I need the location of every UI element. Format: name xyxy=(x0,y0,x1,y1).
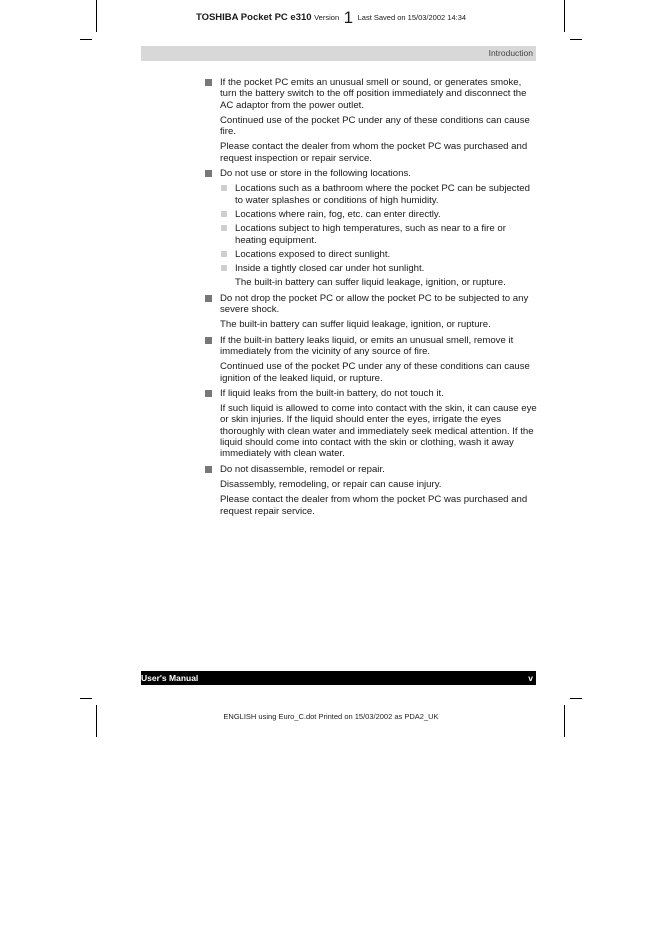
body-paragraph: The built-in battery can suffer liquid leakage, ignition, or rupture. xyxy=(235,277,506,289)
body-paragraph: Please contact the dealer from whom the pocket PC was purchased and request inspection or repair service. xyxy=(220,141,528,164)
bullet-item xyxy=(205,77,537,111)
body-paragraph: Continued use of the pocket PC under any of these conditions can cause fire. xyxy=(220,114,530,138)
product-name: TOSHIBA Pocket PC e310 xyxy=(195,12,312,23)
sub-bullet-item xyxy=(205,183,537,206)
last-saved: Last Saved on 15/03/2002 14:34 xyxy=(357,13,467,22)
section-title: Introduction xyxy=(488,48,533,58)
bullet-text: Locations where rain, fog, etc. can enter directly. xyxy=(235,208,441,220)
bullet-item xyxy=(205,464,537,475)
body-paragraph: Please contact the dealer from whom the pocket PC was purchased and request repair service. xyxy=(220,494,528,517)
bullet-text: If the pocket PC emits an unusual smell or sound, or generates smoke, turn the battery switch to the off position immediately and disconnect the AC adaptor from the power outlet. xyxy=(220,77,527,111)
bullet-text: Do not use or store in the following locations. xyxy=(220,168,411,180)
crop-mark xyxy=(564,705,565,737)
bullet-item xyxy=(205,388,537,399)
light-square-bullet-icon xyxy=(221,251,227,257)
version-label: Version xyxy=(314,13,340,22)
crop-mark xyxy=(80,39,92,40)
crop-mark xyxy=(96,705,97,737)
bullet-item xyxy=(205,335,537,358)
sub-bullet-item xyxy=(205,263,537,274)
document-header xyxy=(0,8,662,28)
section-header-bar xyxy=(141,46,536,61)
page-number: v xyxy=(528,673,533,683)
bullet-text: If liquid leaks from the built-in battery, do not touch it. xyxy=(220,387,444,399)
bullet-text: Locations subject to high temperatures, such as near to a fire or heating equipment. xyxy=(235,223,506,246)
manual-title: User's Manual xyxy=(141,673,199,683)
safety-content xyxy=(205,77,537,521)
light-square-bullet-icon xyxy=(221,185,227,191)
bullet-text: Locations such as a bathroom where the pocket PC can be subjected to water splashes or conditions of high humidity. xyxy=(235,183,530,206)
version-number: 1 xyxy=(343,8,354,27)
bullet-text: Locations exposed to direct sunlight. xyxy=(235,248,391,260)
body-paragraph: Disassembly, remodeling, or repair can cause injury. xyxy=(220,478,442,490)
light-square-bullet-icon xyxy=(221,225,227,231)
square-bullet-icon xyxy=(205,466,212,473)
body-paragraph: The built-in battery can suffer liquid leakage, ignition, or rupture. xyxy=(220,319,491,331)
crop-mark xyxy=(80,698,92,699)
square-bullet-icon xyxy=(205,79,212,86)
bullet-text: Inside a tightly closed car under hot sunlight. xyxy=(235,263,425,275)
square-bullet-icon xyxy=(205,295,212,302)
bullet-text: If the built-in battery leaks liquid, or emits an unusual smell, remove it immediately from the vicinity of any source of fire. xyxy=(220,334,514,357)
sub-bullet-item xyxy=(205,209,537,220)
square-bullet-icon xyxy=(205,170,212,177)
sub-bullet-item xyxy=(205,249,537,260)
body-paragraph: Continued use of the pocket PC under any of these conditions can cause ignition of the leaked liquid, or rupture. xyxy=(220,361,530,384)
light-square-bullet-icon xyxy=(221,265,227,271)
bullet-text: Do not disassemble, remodel or repair. xyxy=(220,463,385,475)
bullet-item xyxy=(205,293,537,316)
footer-bar xyxy=(141,671,536,685)
crop-mark xyxy=(570,698,582,699)
sub-bullet-item xyxy=(205,223,537,246)
print-note: ENGLISH using Euro_C.dot Printed on 15/03/2002 as PDA2_UK xyxy=(223,712,439,721)
square-bullet-icon xyxy=(205,337,212,344)
light-square-bullet-icon xyxy=(221,211,227,217)
bullet-text: Do not drop the pocket PC or allow the pocket PC to be subjected to any severe shock. xyxy=(220,292,529,316)
bullet-item xyxy=(205,168,537,179)
body-paragraph: If such liquid is allowed to come into contact with the skin, it can cause eye or skin injuries. If the liquid should enter the eyes, irrigate the eyes thoroughly with clean water and immediately seek medical attention. If the liquid should come into contact with the skin or clothing, wash it away immediately with clean water. xyxy=(220,403,537,460)
square-bullet-icon xyxy=(205,390,212,397)
crop-mark xyxy=(570,39,582,40)
